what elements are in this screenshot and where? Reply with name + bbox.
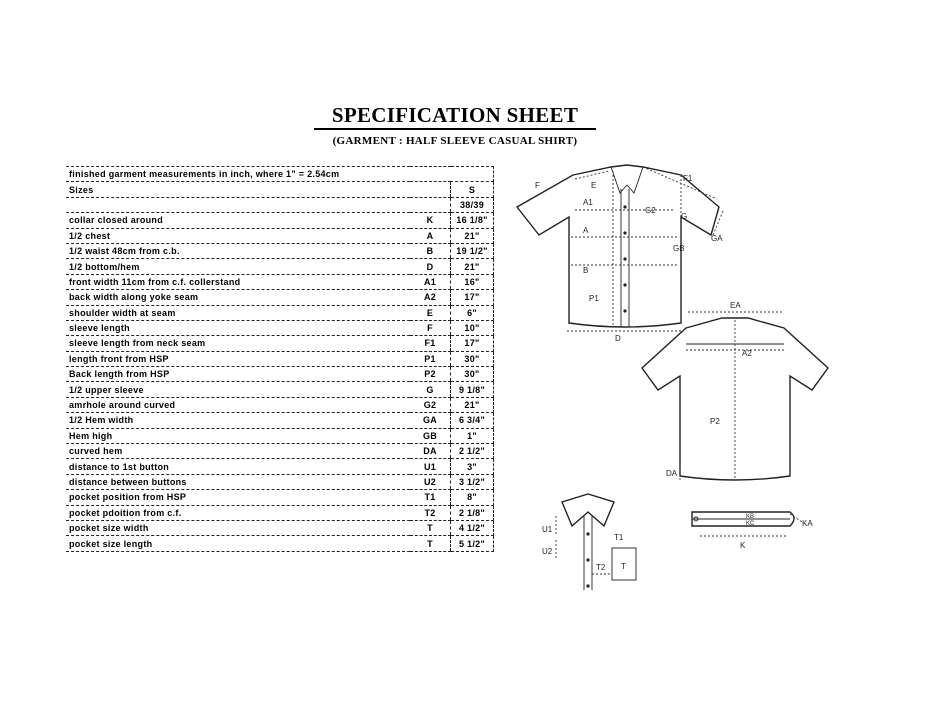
label-p2: P2 <box>710 417 720 426</box>
measurement-code: GB <box>410 428 451 443</box>
table-row <box>66 305 494 320</box>
page-subtitle: (GARMENT : HALF SLEEVE CASUAL SHIRT) <box>332 135 578 147</box>
measurement-code: A1 <box>410 274 451 289</box>
measurement-code: G <box>410 382 451 397</box>
collar-pocket-detail-diagram <box>540 492 650 592</box>
label-g: G <box>681 212 688 221</box>
table-row <box>66 367 494 382</box>
measurement-code: DA <box>410 444 451 459</box>
back-shirt-body <box>642 318 828 480</box>
label-g2: G2 <box>645 206 656 215</box>
title-underline <box>314 128 596 130</box>
size-range-code-blank <box>410 197 451 212</box>
measurement-code: F <box>410 320 451 335</box>
table-row <box>66 444 494 459</box>
measurement-value: 3 1/2" <box>451 474 494 489</box>
measurement-code: D <box>410 259 451 274</box>
measurement-value: 5 1/2" <box>451 536 494 551</box>
measurement-label: front width 11cm from c.f. collerstand <box>66 274 410 289</box>
measurement-label: amrhole around curved <box>66 397 410 412</box>
label-t: T <box>621 562 626 571</box>
measurement-value: 19 1/2" <box>451 243 494 258</box>
measurement-value: 16 1/8" <box>451 213 494 228</box>
measurement-table <box>66 166 494 552</box>
measurement-code: P2 <box>410 367 451 382</box>
measurement-label: length front from HSP <box>66 351 410 366</box>
measurement-value: 21" <box>451 259 494 274</box>
measurement-code: A2 <box>410 290 451 305</box>
measurement-label: Hem high <box>66 428 410 443</box>
measurement-value: 16" <box>451 274 494 289</box>
measurement-code: B <box>410 243 451 258</box>
measurement-label: pocket pdoition from c.f. <box>66 505 410 520</box>
table-row <box>66 413 494 428</box>
back-shirt-diagram <box>630 298 840 498</box>
measurement-value: 17" <box>451 290 494 305</box>
measurement-value: 9 1/8" <box>451 382 494 397</box>
table-row <box>66 351 494 366</box>
label-e: E <box>591 181 597 190</box>
sizes-code-blank <box>410 182 451 197</box>
measurement-code: K <box>410 213 451 228</box>
label-ka: KA <box>802 519 813 528</box>
measurement-label: distance to 1st button <box>66 459 410 474</box>
label-a2: A2 <box>742 349 752 358</box>
label-a: A <box>583 226 589 235</box>
table-row <box>66 274 494 289</box>
label-u2: U2 <box>542 547 553 556</box>
measurement-value: 8" <box>451 490 494 505</box>
label-k: K <box>740 541 746 550</box>
label-gb: GB <box>673 244 685 253</box>
measurement-label: collar closed around <box>66 213 410 228</box>
table-row <box>66 397 494 412</box>
measurement-value: 3" <box>451 459 494 474</box>
measurement-label: 1/2 upper sleeve <box>66 382 410 397</box>
measurement-label: shoulder width at seam <box>66 305 410 320</box>
size-range-row <box>66 197 494 212</box>
detail-buttons <box>586 532 589 587</box>
measurement-value: 30" <box>451 351 494 366</box>
label-ea: EA <box>730 301 741 310</box>
measurement-code: U2 <box>410 474 451 489</box>
measurement-label: 1/2 bottom/hem <box>66 259 410 274</box>
table-row <box>66 536 494 551</box>
label-u1: U1 <box>542 525 553 534</box>
measurement-code: T <box>410 536 451 551</box>
label-t1: T1 <box>614 533 624 542</box>
measurement-label: curved hem <box>66 444 410 459</box>
size-range-blank <box>66 197 410 212</box>
measurement-value: 21" <box>451 228 494 243</box>
measurement-code: GA <box>410 413 451 428</box>
measurement-label: sleeve length from neck seam <box>66 336 410 351</box>
measurement-code: T1 <box>410 490 451 505</box>
label-b: B <box>583 266 589 275</box>
table-caption: finished garment measurements in inch, where 1" = 2.54cm <box>66 167 494 182</box>
measurement-value: 10" <box>451 320 494 335</box>
measurement-value: 17" <box>451 336 494 351</box>
label-a1: A1 <box>583 198 593 207</box>
table-row <box>66 228 494 243</box>
detail-collar <box>562 494 614 526</box>
collar-band-diagram <box>686 500 836 556</box>
label-da: DA <box>666 469 678 478</box>
table-caption-row <box>66 167 494 182</box>
label-ga: GA <box>711 234 723 243</box>
table-row <box>66 459 494 474</box>
measurement-code: U1 <box>410 459 451 474</box>
measurement-label: pocket size length <box>66 536 410 551</box>
table-row <box>66 474 494 489</box>
size-range: 38/39 <box>451 197 494 212</box>
sizes-label: Sizes <box>66 182 410 197</box>
measurement-value: 6" <box>451 305 494 320</box>
measurement-value: 2 1/2" <box>451 444 494 459</box>
table-row <box>66 336 494 351</box>
measurement-value: 4 1/2" <box>451 520 494 535</box>
measurement-label: back width along yoke seam <box>66 290 410 305</box>
page-title: SPECIFICATION SHEET <box>331 103 579 127</box>
table-row <box>66 243 494 258</box>
table-row <box>66 520 494 535</box>
table-row <box>66 490 494 505</box>
measurement-value: 21" <box>451 397 494 412</box>
measurement-value: 6 3/4" <box>451 413 494 428</box>
measurement-code: G2 <box>410 397 451 412</box>
table-row <box>66 320 494 335</box>
label-t2: T2 <box>596 563 606 572</box>
table-row <box>66 382 494 397</box>
sizes-row <box>66 182 494 197</box>
measurement-code: T <box>410 520 451 535</box>
measurement-label: pocket position from HSP <box>66 490 410 505</box>
table-row <box>66 505 494 520</box>
size-name: S <box>451 182 494 197</box>
measurement-label: Back length from HSP <box>66 367 410 382</box>
measurement-label: 1/2 chest <box>66 228 410 243</box>
measurement-value: 30" <box>451 367 494 382</box>
measurement-label: 1/2 waist 48cm from c.b. <box>66 243 410 258</box>
table-row <box>66 213 494 228</box>
label-d: D <box>615 334 621 343</box>
measurement-label: pocket size width <box>66 520 410 535</box>
measurement-code: A <box>410 228 451 243</box>
measurement-value: 1" <box>451 428 494 443</box>
measurement-label: distance between buttons <box>66 474 410 489</box>
measurement-code: T2 <box>410 505 451 520</box>
table-row <box>66 290 494 305</box>
measurement-code: E <box>410 305 451 320</box>
label-f1: F1 <box>683 174 693 183</box>
label-f: F <box>535 181 540 190</box>
measurement-label: sleeve length <box>66 320 410 335</box>
table-row <box>66 428 494 443</box>
measurement-code: P1 <box>410 351 451 366</box>
label-p1: P1 <box>589 294 599 303</box>
measurement-code: F1 <box>410 336 451 351</box>
table-row <box>66 259 494 274</box>
label-kc: KC <box>746 521 755 527</box>
label-kb: KB <box>746 514 755 520</box>
measurement-value: 2 1/8" <box>451 505 494 520</box>
measurement-label: 1/2 Hem width <box>66 413 410 428</box>
